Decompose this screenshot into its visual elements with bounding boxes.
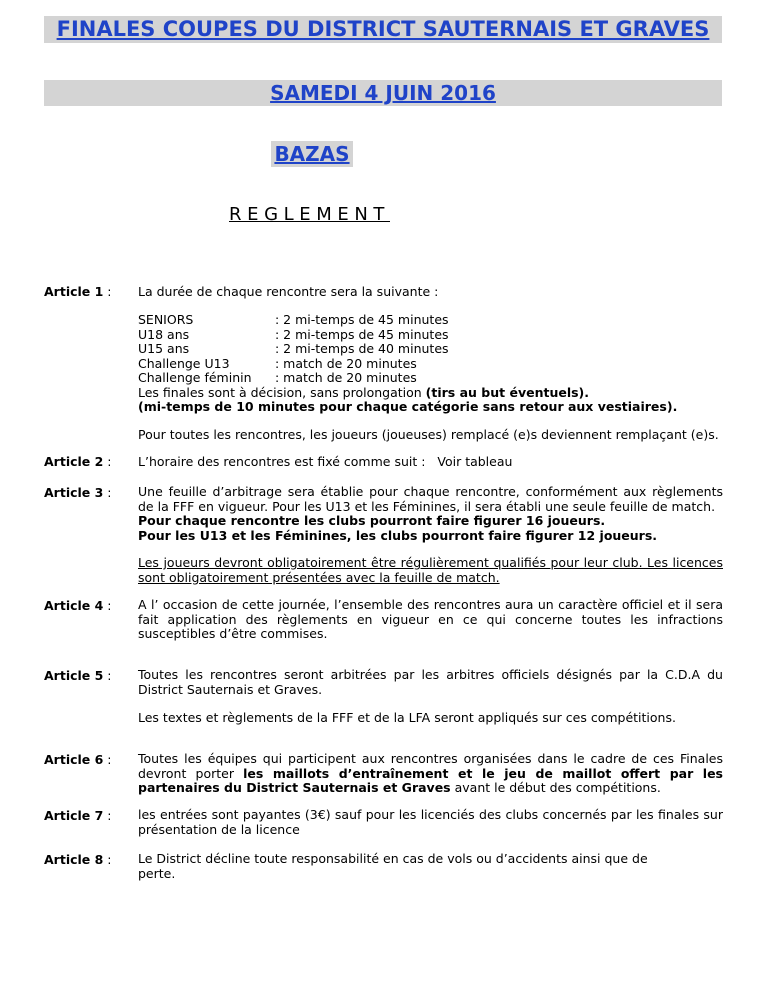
schedule-reference: Voir tableau (437, 454, 513, 469)
article-1-label: Article 1 : (44, 284, 112, 299)
article-5-label: Article 5 : (44, 668, 112, 683)
article-4-text: A l’ occasion de cette journée, l’ensemble des rencontres aura un caractère officiel et il sera fait application des règlements en vigueur en ce qui concerne toutes les infractions susceptibles d’être commises. (138, 597, 723, 641)
duration-row: Challenge U13 : match de 20 minutes (138, 355, 417, 371)
event-location: BAZAS (271, 141, 353, 167)
article-7-text: les entrées sont payantes (3€) sauf pour les licenciés des clubs concernés par les finales sur présentation de la licence (138, 807, 723, 837)
article-3-qualification: Les joueurs devront obligatoirement être régulièrement qualifiés pour leur club. Les licences sont obligatoirement présentées avec la feuille de match. (138, 555, 723, 585)
article-8-label: Article 8 : (44, 852, 112, 867)
reglement-heading: REGLEMENT (229, 204, 390, 225)
article-1-intro: La durée de chaque rencontre sera la suivante : (138, 284, 439, 299)
article-6-text: Toutes les équipes qui participent aux rencontres organisées dans le cadre de ces Finales devront porter les maillots d’entraînement et le jeu de maillot offert par les partenaires du District Sauternais et Graves avant le début des compétitions. (138, 751, 723, 795)
article-7-label: Article 7 : (44, 808, 112, 823)
article-3-text: Une feuille d’arbitrage sera établie pour chaque rencontre, conformément aux règlements de la FFF en vigueur. Pour les U13 et les Féminines, il sera établi une seule feuille de match. (138, 484, 723, 514)
article-5-text: Toutes les rencontres seront arbitrées par les arbitres officiels désignés par la C.D.A du District Sauternais et Graves. (138, 667, 723, 697)
article-8-text: Le District décline toute responsabilité en cas de vols ou d’accidents ainsi que de perte. (138, 851, 648, 881)
article-5-text-2: Les textes et règlements de la FFF et de la LFA seront appliqués sur ces compétitions. (138, 710, 676, 725)
finals-rule: Les finales sont à décision, sans prolongation (tirs au but éventuels). (138, 384, 590, 400)
duration-row: Challenge féminin : match de 20 minutes (138, 370, 417, 385)
duration-row: SENIORS : 2 mi-temps de 45 minutes (138, 312, 449, 327)
duration-row: U15 ans : 2 mi-temps de 40 minutes (138, 341, 449, 356)
article-3-rule-12: Pour les U13 et les Féminines, les clubs pourront faire figurer 12 joueurs. (138, 527, 658, 543)
article-3-label: Article 3 : (44, 485, 112, 500)
document-title: FINALES COUPES DU DISTRICT SAUTERNAIS ET GRAVES (44, 16, 722, 43)
duration-row: U18 ans : 2 mi-temps de 45 minutes (138, 326, 449, 342)
article-2-label: Article 2 : (44, 454, 112, 469)
duration-table (138, 313, 723, 415)
article-2-text: L’horaire des rencontres est fixé comme suit : Voir tableau (138, 454, 513, 469)
article-4-label: Article 4 : (44, 598, 112, 613)
event-date: SAMEDI 4 JUIN 2016 (44, 80, 722, 106)
article-6-label: Article 6 : (44, 752, 112, 767)
halftime-rule: (mi-temps de 10 minutes pour chaque catégorie sans retour aux vestiaires). (138, 399, 678, 414)
article-3-rule-16: Pour chaque rencontre les clubs pourront faire figurer 16 joueurs. (138, 513, 606, 528)
replacement-rule: Pour toutes les rencontres, les joueurs (joueuses) remplacé (e)s deviennent remplaçant (e)s. (138, 427, 719, 442)
